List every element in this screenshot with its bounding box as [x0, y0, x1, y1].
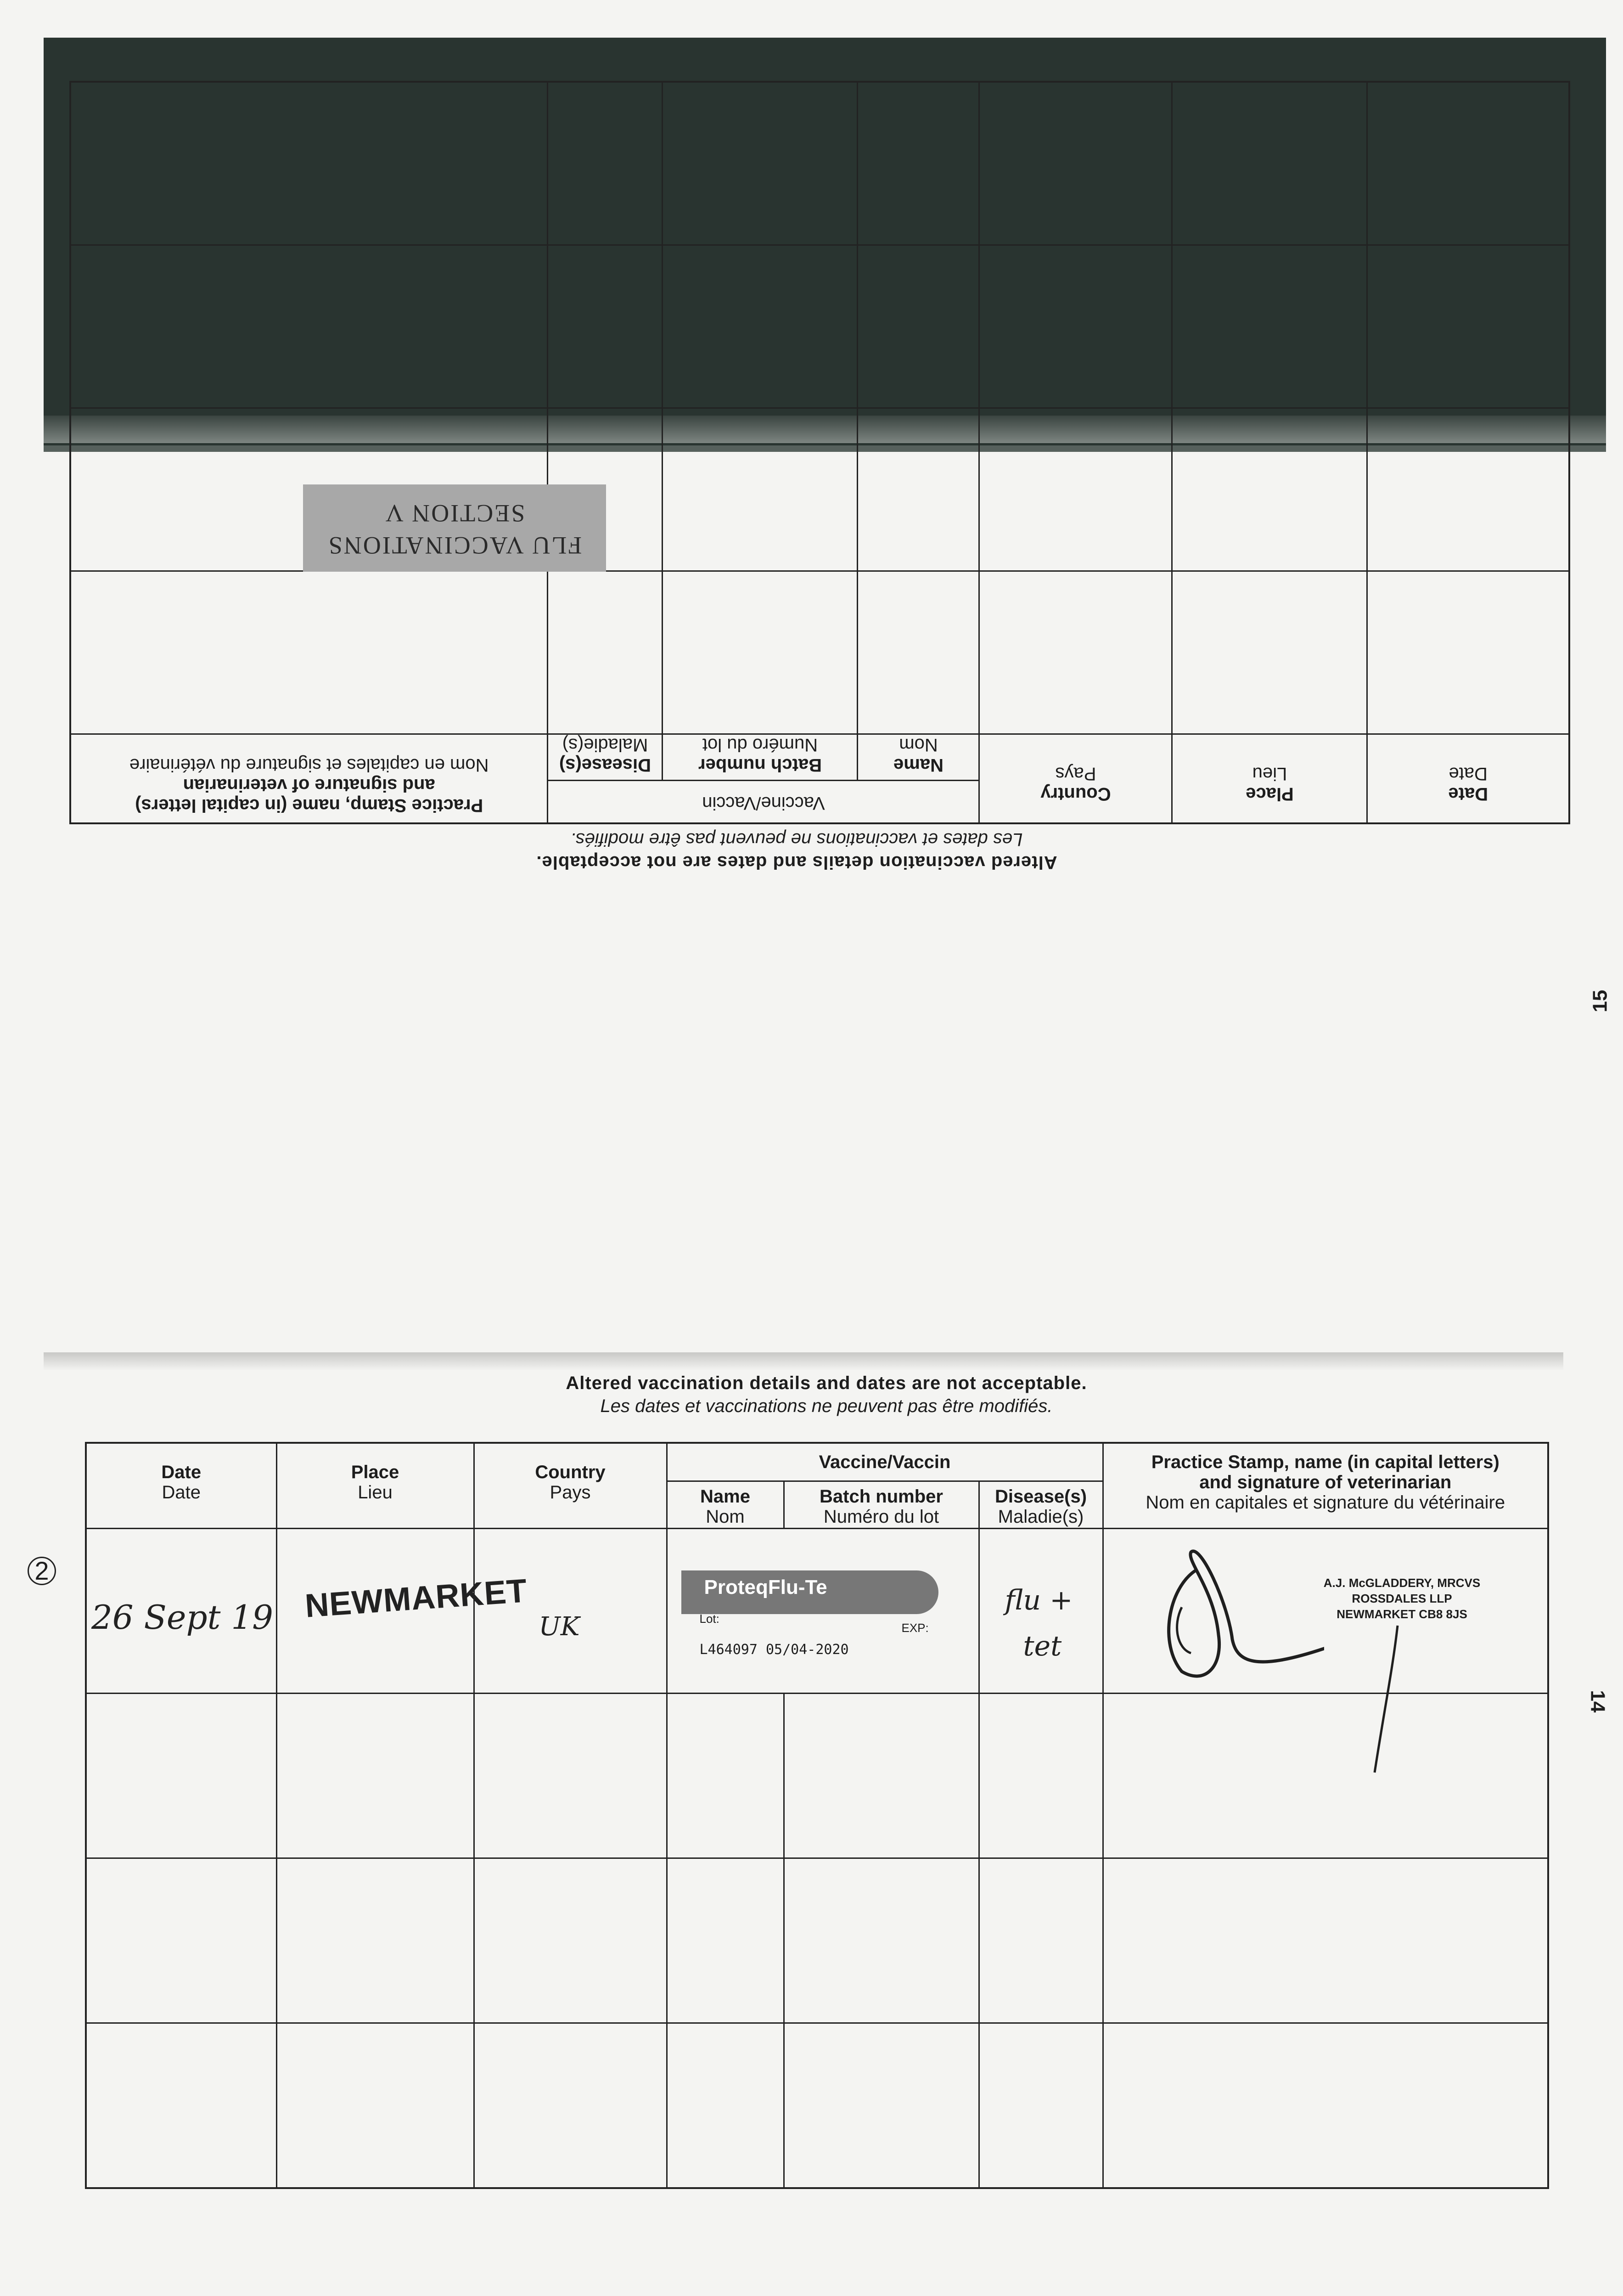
vaccine-lot-label: Lot:: [699, 1612, 719, 1626]
lower-table-row: [86, 1858, 1548, 2023]
section-tab: [303, 484, 606, 572]
upper-header-date: Date Date: [1367, 734, 1569, 824]
lower-warning-italic: Les dates et vaccinations ne peuvent pas être modifiés.: [600, 1396, 1053, 1416]
entry-date-cell: [86, 1529, 276, 1694]
lower-header-batch: Batch number Numéro du lot: [784, 1481, 979, 1529]
upper-table-row: [70, 571, 1569, 734]
entry-stamp-cell: [1103, 1529, 1548, 1694]
lower-header-name: Name Nom: [667, 1481, 784, 1529]
vaccine-exp-label: EXP:: [901, 1621, 929, 1635]
practice-stamp-name: A.J. McGLADDERY, MRCVS: [1323, 1576, 1481, 1590]
veterinarian-signature: [1131, 1534, 1324, 1690]
upper-header-vaccine: Vaccine/Vaccin: [548, 781, 979, 824]
vaccine-sticker: [681, 1570, 929, 1658]
entry-country-cell: [474, 1529, 667, 1694]
vaccine-brand: ProteqFlu-Te: [704, 1576, 827, 1598]
lower-table-row: [86, 2023, 1548, 2189]
upper-header-name: Name Nom: [858, 734, 979, 781]
page-number-15: 15: [1589, 990, 1612, 1013]
upper-header-place: Place Lieu: [1172, 734, 1367, 824]
lower-header-date: Date Date: [86, 1443, 276, 1529]
lower-vaccination-table: [85, 1442, 1549, 2189]
lower-warning-bold: Altered vaccination details and dates are not acceptable.: [566, 1373, 1087, 1393]
entry-disease-line2: tet: [1023, 1630, 1062, 1662]
lower-header-stamp: Practice Stamp, name (in capital letters) and signature of veterinarian Nom en capitales et signature du vétérinaire: [1103, 1443, 1548, 1529]
section-tab-title: FLU VACCINATIONS: [327, 532, 582, 559]
upper-table-row: [70, 245, 1569, 408]
practice-stamp-address: NEWMARKET CB8 8JS: [1337, 1607, 1467, 1621]
practice-stamp: [1301, 1575, 1503, 1622]
lower-table-row-entry: [86, 1529, 1548, 1694]
entry-place-stamp: NEWMARKET: [303, 1572, 528, 1625]
lower-header-vaccine: Vaccine/Vaccin: [667, 1443, 1103, 1481]
upper-table-row: [70, 408, 1569, 571]
vaccine-lot-value: L464097 05/04-2020: [699, 1642, 849, 1658]
upper-header-country: Country Pays: [979, 734, 1172, 824]
upper-table-row: [70, 82, 1569, 245]
lower-header-disease: Disease(s) Maladie(s): [979, 1481, 1103, 1529]
entry-date: 26 Sept 19: [91, 1598, 273, 1637]
upper-header-batch: Batch number Numéro du lot: [663, 734, 858, 781]
upper-header-disease: Disease(s) Maladie(s): [548, 734, 663, 781]
lower-table-row: [86, 1694, 1548, 1858]
lower-header-place: Place Lieu: [276, 1443, 474, 1529]
entry-country: UK: [539, 1612, 580, 1642]
entry-disease-line1: flu +: [1005, 1584, 1073, 1616]
practice-stamp-practice: ROSSDALES LLP: [1352, 1592, 1452, 1605]
upper-warning-bold: Altered vaccination details and dates are not acceptable.: [536, 852, 1057, 872]
margin-entry-number: 2: [28, 1557, 56, 1585]
upper-vaccination-table: [69, 81, 1570, 824]
lower-header-country: Country Pays: [474, 1443, 667, 1529]
upper-warning-italic: Les dates et vaccinations ne peuvent pas être modifiés.: [570, 829, 1023, 850]
page-number-14: 14: [1586, 1690, 1609, 1713]
section-tab-subtitle: SECTION V: [384, 500, 525, 527]
entry-disease-cell: [979, 1529, 1103, 1694]
upper-page-rotated: [0, 455, 1623, 1362]
entry-vaccine-cell: [667, 1529, 979, 1694]
upper-header-stamp: Practice Stamp, name (in capital letters) and signature of veterinarian Nom en capitales et signature du vétérinaire: [70, 734, 548, 824]
page-fold-shadow: [44, 1352, 1563, 1371]
entry-place-cell: [276, 1529, 528, 1694]
